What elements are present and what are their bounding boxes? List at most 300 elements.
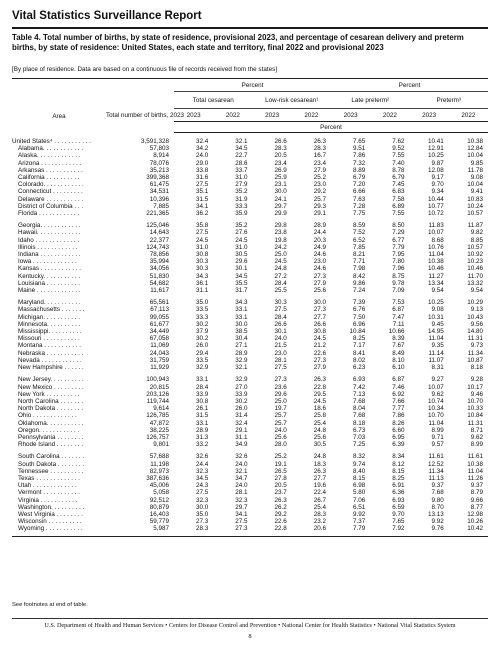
value-cell: 8.89 <box>353 166 366 174</box>
value-cell: 35.0 <box>195 299 209 307</box>
value-cell: 19.8 <box>274 236 287 244</box>
value-cell: 10.72 <box>428 210 444 218</box>
value-cell: 7.42 <box>353 383 366 391</box>
value-cell: 8.12 <box>392 460 405 468</box>
value-cell: 25.6 <box>313 287 327 295</box>
value-cell: 12.91 <box>428 145 444 153</box>
value-cell: 29.8 <box>274 222 287 230</box>
value-cell: 23.0 <box>274 349 287 357</box>
table-row <box>12 335 488 342</box>
value-cell: 28.3 <box>313 145 327 153</box>
value-cell: 31.7 <box>235 287 248 295</box>
value-cell: 9.08 <box>470 174 484 182</box>
value-cell: 125,046 <box>146 222 169 230</box>
value-cell: 7.62 <box>392 138 405 145</box>
blank-cell <box>106 122 174 133</box>
value-cell: 9.51 <box>353 145 366 153</box>
value-cell: 61,677 <box>149 320 169 328</box>
value-cell: 27.9 <box>313 279 327 287</box>
value-cell: 30.0 <box>313 299 327 307</box>
value-cell: 8.39 <box>392 335 405 343</box>
value-cell: 25.6 <box>313 433 327 441</box>
value-cell: 7.03 <box>353 433 366 441</box>
value-cell: 11.61 <box>428 453 444 461</box>
value-cell: 34,056 <box>149 265 169 273</box>
table-row <box>12 314 488 321</box>
table-row <box>12 152 488 159</box>
table-row <box>12 287 488 294</box>
value-cell: 34.5 <box>195 474 209 482</box>
value-cell: 31.5 <box>195 195 209 203</box>
area-name-cell: Hawaii. . . . . . . . . . . . . <box>18 229 81 237</box>
value-cell: 27.3 <box>235 525 248 533</box>
value-cell: 7.50 <box>353 313 366 321</box>
header-preterm: Preterm³ <box>410 92 489 109</box>
value-cell: 24.3 <box>195 482 209 490</box>
value-cell: 35.0 <box>195 510 209 518</box>
value-cell: 10.38 <box>467 138 484 145</box>
area-name-cell: New York . . . . . . . . . . <box>18 390 80 398</box>
value-cell: 32.3 <box>235 496 248 504</box>
rule-cell <box>410 533 449 537</box>
value-cell: 9.92 <box>431 518 444 526</box>
value-cell: 10.07 <box>428 229 444 237</box>
value-cell: 34.3 <box>235 299 248 307</box>
value-cell: 6.77 <box>392 236 405 244</box>
value-cell: 11.61 <box>467 453 484 461</box>
header-year: 2022 <box>213 109 252 122</box>
value-cell: 9.13 <box>470 306 484 314</box>
value-cell: 14,643 <box>149 229 169 237</box>
value-cell: 19.6 <box>313 482 327 490</box>
value-cell: 31.4 <box>235 412 248 420</box>
value-cell: 45,006 <box>149 482 169 490</box>
table-row <box>12 482 488 489</box>
value-cell: 6.66 <box>353 188 366 196</box>
area-name-cell: Arkansas . . . . . . . . . . . <box>18 166 83 174</box>
value-cell: 27.2 <box>274 272 287 280</box>
value-cell: 25.2 <box>313 174 327 182</box>
table-row <box>12 475 488 482</box>
value-cell: 6.95 <box>392 433 405 441</box>
value-cell: 8.32 <box>353 453 366 461</box>
value-cell: 26.3 <box>313 467 327 475</box>
value-cell: 27.3 <box>274 376 287 384</box>
value-cell: 6.39 <box>392 441 405 449</box>
header-percent-cesarean: Percent <box>174 79 331 92</box>
value-cell: 13.13 <box>428 510 444 518</box>
value-cell: 25.6 <box>274 433 287 441</box>
state-group <box>12 133 488 218</box>
value-cell: 24.0 <box>235 482 248 490</box>
table-row <box>12 364 488 371</box>
value-cell: 33.3 <box>235 202 248 210</box>
value-cell: 7.53 <box>392 299 405 307</box>
table-row <box>12 504 488 511</box>
value-cell: 22.6 <box>313 349 327 357</box>
area-name-cell: Utah . . . . . . . . . . . . . <box>18 482 77 490</box>
rule-cell <box>370 533 409 537</box>
table-row <box>12 391 488 398</box>
value-cell: 27.3 <box>195 518 209 526</box>
value-cell: 27.7 <box>313 313 327 321</box>
value-cell: 36.2 <box>195 210 209 218</box>
value-cell: 33.9 <box>195 390 209 398</box>
value-cell: 8.31 <box>431 364 444 372</box>
footer-agency-line: U.S. Department of Health and Human Services • Centers for Disease Control and Prevention • National Center for Health Statistics • National Vital Statistics System <box>44 622 456 629</box>
area-name-cell: South Carolina . . . . . . . <box>18 453 85 461</box>
value-cell: 27.1 <box>235 342 248 350</box>
value-cell: 23.4 <box>313 159 327 167</box>
value-cell: 9.86 <box>353 279 366 287</box>
value-cell: 10.34 <box>428 405 444 413</box>
area-name-cell: Connecticut . . . . . . . . . <box>18 188 83 196</box>
value-cell: 23.6 <box>274 383 287 391</box>
value-cell: 34.5 <box>235 145 248 153</box>
value-cell: 30.8 <box>195 397 209 405</box>
value-cell: 23.0 <box>313 181 327 189</box>
value-cell: 8.25 <box>392 474 405 482</box>
value-cell: 31.9 <box>235 195 248 203</box>
value-cell: 9.45 <box>431 320 444 328</box>
table-row <box>12 384 488 391</box>
value-cell: 126,757 <box>146 433 169 441</box>
value-cell: 27.9 <box>313 364 327 372</box>
area-name-cell: North Dakota . . . . . . . . <box>18 405 84 413</box>
value-cell: 29.7 <box>274 202 287 210</box>
value-cell: 24.5 <box>313 335 327 343</box>
value-cell: 28.9 <box>195 426 209 434</box>
value-cell: 7.68 <box>353 412 366 420</box>
value-cell: 6.93 <box>392 496 405 504</box>
value-cell: 27.3 <box>313 306 327 314</box>
value-cell: 124,743 <box>146 243 169 251</box>
area-name-cell: Alabama. . . . . . . . . . . . <box>18 145 84 153</box>
value-cell: 35.9 <box>235 210 248 218</box>
value-cell: 8.26 <box>392 419 405 427</box>
table-row <box>12 525 488 532</box>
value-cell: 10.77 <box>428 202 444 210</box>
rule-cell <box>292 533 331 537</box>
value-cell: 31.0 <box>235 174 248 182</box>
table-row <box>12 244 488 251</box>
value-cell: 10.25 <box>428 152 444 160</box>
value-cell: 8,914 <box>153 152 169 160</box>
area-name-cell: Delaware . . . . . . . . . . . <box>18 195 84 203</box>
value-cell: 8.50 <box>392 222 405 230</box>
value-cell: 29.2 <box>313 188 327 196</box>
area-name-cell: California . . . . . . . . . . <box>18 174 80 182</box>
header-low-risk-cesarean: Low-risk cesarean¹ <box>253 92 332 109</box>
table-row <box>12 420 488 427</box>
value-cell: 34.1 <box>235 510 248 518</box>
page-number: 8 <box>248 633 252 640</box>
value-cell: 32.1 <box>235 138 248 145</box>
value-cell: 11.07 <box>428 356 444 364</box>
value-cell: 26.6 <box>274 138 287 145</box>
value-cell: 7.63 <box>353 195 366 203</box>
value-cell: 24.8 <box>274 265 287 273</box>
value-cell: 25.7 <box>274 412 287 420</box>
value-cell: 7.32 <box>353 159 366 167</box>
value-cell: 8.42 <box>353 272 366 280</box>
value-cell: 7.80 <box>392 258 405 266</box>
value-cell: 29.5 <box>313 390 327 398</box>
area-name-cell: Maryland. . . . . . . . . . . <box>18 299 81 307</box>
value-cell: 26.6 <box>313 320 327 328</box>
value-cell: 6.93 <box>353 376 366 384</box>
value-cell: 33.1 <box>195 419 209 427</box>
value-cell: 26.1 <box>195 405 209 413</box>
value-cell: 25.4 <box>313 503 327 511</box>
value-cell: 7.25 <box>353 441 366 449</box>
value-cell: 51,830 <box>149 272 169 280</box>
value-cell: 7.13 <box>353 390 366 398</box>
area-name-cell: Pennsylvania . . . . . . . . <box>18 433 84 441</box>
value-cell: 10.25 <box>428 299 444 307</box>
value-cell: 10.04 <box>467 181 484 189</box>
value-cell: 9.54 <box>470 287 484 295</box>
area-name-cell: Wyoming . . . . . . . . . . . <box>18 525 83 533</box>
value-cell: 9.74 <box>353 460 366 468</box>
value-cell: 35.2 <box>235 222 248 230</box>
value-cell: 7.68 <box>431 489 444 497</box>
table-row <box>12 448 488 460</box>
value-cell: 7.09 <box>392 287 405 295</box>
area-name-cell: District of Columbia . . . <box>18 202 84 210</box>
value-cell: 34.9 <box>235 441 248 449</box>
value-cell: 8.71 <box>470 426 484 434</box>
table-row <box>12 371 488 383</box>
value-cell: 21.2 <box>313 342 327 350</box>
value-cell: 34.1 <box>195 202 209 210</box>
area-name-cell: Mississippi. . . . . . . . . . <box>18 328 82 336</box>
value-cell: 24.0 <box>274 335 287 343</box>
value-cell: 5.80 <box>353 489 366 497</box>
value-cell: 25.5 <box>274 287 287 295</box>
value-cell: 5,987 <box>153 525 169 533</box>
value-cell: 57,803 <box>149 145 169 153</box>
value-cell: 28.1 <box>274 356 287 364</box>
value-cell: 9.56 <box>470 320 484 328</box>
value-cell: 7.06 <box>353 496 366 504</box>
table-row <box>12 265 488 272</box>
value-cell: 26.3 <box>274 496 287 504</box>
area-name-cell: Texas . . . . . . . . . . . . . <box>18 474 80 482</box>
value-cell: 9.35 <box>431 342 444 350</box>
value-cell: 24.4 <box>195 460 209 468</box>
value-cell: 30.3 <box>274 299 287 307</box>
value-cell: 8.21 <box>353 251 366 259</box>
value-cell: 9.73 <box>470 342 484 350</box>
value-cell: 7.86 <box>353 152 366 160</box>
value-cell: 20,815 <box>149 383 169 391</box>
value-cell: 33.1 <box>195 376 209 384</box>
value-cell: 26.2 <box>274 503 287 511</box>
value-cell: 30.5 <box>313 441 327 449</box>
table-row <box>12 133 488 146</box>
value-cell: 33.7 <box>235 166 248 174</box>
table-row <box>12 461 488 468</box>
area-name-cell: Massachusetts . . . . . . . <box>18 306 85 314</box>
header-percent-preterm: Percent <box>331 79 488 92</box>
value-cell: 30.0 <box>195 503 209 511</box>
area-name-cell: Minnesota. . . . . . . . . . <box>18 320 81 328</box>
value-cell: 7.20 <box>353 181 366 189</box>
value-cell: 28.4 <box>195 383 209 391</box>
value-cell: 80,879 <box>149 503 169 511</box>
value-cell: 22.7 <box>235 152 248 160</box>
value-cell: 37.9 <box>195 328 209 336</box>
area-name-cell: South Dakota . . . . . . . . <box>18 460 85 468</box>
value-cell: 30.4 <box>235 335 248 343</box>
value-cell: 9.17 <box>431 174 444 182</box>
value-cell: 9.85 <box>470 159 484 167</box>
value-cell: 20.6 <box>313 525 327 533</box>
value-cell: 8.68 <box>431 236 444 244</box>
value-cell: 11,929 <box>150 364 169 372</box>
value-cell: 33.9 <box>235 390 248 398</box>
value-cell: 10.41 <box>428 138 444 145</box>
value-cell: 11.04 <box>428 335 444 343</box>
table-row <box>12 357 488 364</box>
value-cell: 31.0 <box>235 243 248 251</box>
value-cell: 29.2 <box>274 510 287 518</box>
value-cell: 6.79 <box>392 174 405 182</box>
value-cell: 32.6 <box>235 453 248 461</box>
value-cell: 25.7 <box>274 419 287 427</box>
table-bottom-rule <box>12 533 488 537</box>
area-name-cell: Montana . . . . . . . . . . . <box>18 342 81 350</box>
area-name-cell: Missouri . . . . . . . . . . . <box>18 335 80 343</box>
value-cell: 32.6 <box>195 453 209 461</box>
value-cell: 78,856 <box>149 251 169 259</box>
value-cell: 8.49 <box>392 349 405 357</box>
value-cell: 24.2 <box>274 243 287 251</box>
value-cell: 6.23 <box>353 364 366 372</box>
value-cell: 6.73 <box>353 426 366 434</box>
value-cell: 27.5 <box>274 306 287 314</box>
value-cell: 11.70 <box>467 272 484 280</box>
value-cell: 24.6 <box>313 265 327 273</box>
value-cell: 10.46 <box>467 265 484 273</box>
value-cell: 26.0 <box>235 405 248 413</box>
value-cell: 10.04 <box>467 152 484 160</box>
value-cell: 7.11 <box>392 320 405 328</box>
value-cell: 32.3 <box>195 496 209 504</box>
value-cell: 7.28 <box>353 202 366 210</box>
value-cell: 7.77 <box>392 405 405 413</box>
area-name-cell: Georgia. . . . . . . . . . . . <box>18 222 81 230</box>
area-name-cell: West Virginia . . . . . . . . <box>18 510 83 518</box>
value-cell: 28.1 <box>235 489 248 497</box>
header-area: Area <box>12 79 106 122</box>
value-cell: 6.87 <box>392 306 405 314</box>
value-cell: 30.0 <box>274 188 287 196</box>
value-cell: 31.6 <box>195 174 209 182</box>
value-cell: 6.52 <box>353 236 366 244</box>
value-cell: 7.92 <box>392 525 405 533</box>
value-cell: 8.79 <box>470 489 484 497</box>
value-cell: 65,561 <box>149 299 169 307</box>
area-name-cell: Iowa . . . . . . . . . . . . . <box>18 258 77 266</box>
value-cell: 14.95 <box>428 328 444 336</box>
value-cell: 8.15 <box>392 467 405 475</box>
value-cell: 35,213 <box>149 166 169 174</box>
table-note: [By place of residence. Data are based on a continuous file of records received from the states] <box>12 66 277 73</box>
value-cell: 57,688 <box>149 453 169 461</box>
value-cell: 9.62 <box>470 433 484 441</box>
table-row <box>12 328 488 335</box>
value-cell: 14.80 <box>467 328 484 336</box>
value-cell: 10.70 <box>467 397 484 405</box>
value-cell: 10.84 <box>467 412 484 420</box>
value-cell: 9.08 <box>431 306 444 314</box>
value-cell: 22.8 <box>313 383 327 391</box>
value-cell: 10.17 <box>467 383 484 391</box>
header-year: 2022 <box>370 109 409 122</box>
value-cell: 28.4 <box>274 279 287 287</box>
area-name-cell: Rhode Island . . . . . . . . <box>18 441 84 449</box>
header-year: 2023 <box>253 109 292 122</box>
table-row <box>12 203 488 210</box>
table-row <box>12 441 488 448</box>
value-cell: 24,043 <box>149 349 169 357</box>
value-cell: 35.5 <box>235 279 248 287</box>
value-cell: 29.3 <box>313 202 327 210</box>
value-cell: 25.8 <box>313 412 327 420</box>
value-cell: 11,617 <box>150 287 169 295</box>
header-year: 2023 <box>410 109 449 122</box>
value-cell: 203,126 <box>146 390 169 398</box>
table-row <box>12 251 488 258</box>
area-name-cell: Idaho . . . . . . . . . . . . . <box>18 236 80 244</box>
table-row <box>12 280 488 287</box>
value-cell: 32.9 <box>235 356 248 364</box>
value-cell: 9.46 <box>470 390 484 398</box>
value-cell: 61,475 <box>149 181 169 189</box>
table-row <box>12 405 488 412</box>
value-cell: 82,973 <box>149 467 169 475</box>
area-name-cell: Maine . . . . . . . . . . . . . <box>18 287 81 295</box>
value-cell: 26.3 <box>313 376 327 384</box>
value-cell: 25.0 <box>274 251 287 259</box>
value-cell: 7.75 <box>353 210 366 218</box>
value-cell: 27.3 <box>313 272 327 280</box>
value-cell: 8.75 <box>392 272 405 280</box>
value-cell: 32.4 <box>195 138 209 145</box>
value-cell: 26.3 <box>313 138 327 145</box>
value-cell: 32.3 <box>195 467 209 475</box>
value-cell: 7.37 <box>353 518 366 526</box>
value-cell: 7.39 <box>353 299 366 307</box>
header-year: 2022 <box>449 109 488 122</box>
value-cell: 10.57 <box>467 243 484 251</box>
value-cell: 27.0 <box>235 383 248 391</box>
value-cell: 20.3 <box>313 236 327 244</box>
value-cell: 9.82 <box>470 229 484 237</box>
value-cell: 10.38 <box>428 258 444 266</box>
area-name-cell: Wisconsin . . . . . . . . . . <box>18 518 82 526</box>
area-name-cell: North Carolina . . . . . . . <box>18 397 84 405</box>
value-cell: 23.8 <box>274 229 287 237</box>
value-cell: 6.87 <box>392 376 405 384</box>
state-group <box>12 371 488 448</box>
value-cell: 9.34 <box>431 188 444 196</box>
value-cell: 12.98 <box>467 510 484 518</box>
value-cell: 7.17 <box>353 342 366 350</box>
value-cell: 31.5 <box>195 412 209 420</box>
